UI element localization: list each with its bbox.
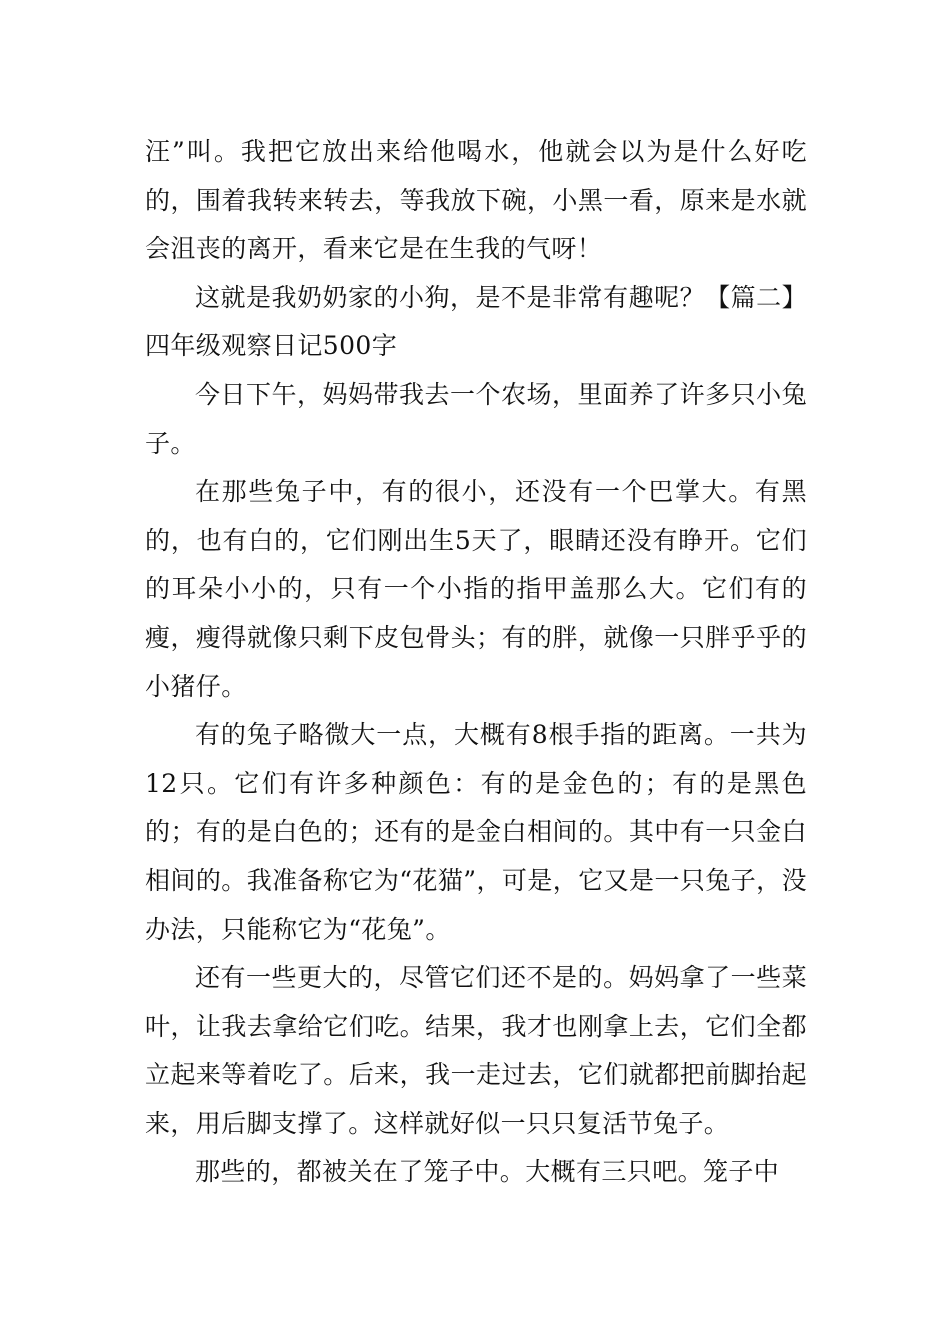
paragraph-3: 今日下午，妈妈带我去一个农场，里面养了许多只小兔子。: [145, 379, 807, 458]
paragraph-7: 那些的，都被关在了笼子中。大概有三只吧。笼子中: [195, 1157, 780, 1187]
paragraph-4: 在那些兔子中，有的很小，还没有一个巴掌大。有黑的，也有白的，它们刚出生5天了，眼睛还没有睁开。它们的耳朵小小的，只有一个小指的指甲盖那么大。它们有的瘦，瘦得就像只剩下皮包骨头；有的胖，就像一只胖乎乎的小猪仔。: [145, 477, 807, 701]
document-body: [145, 128, 807, 1197]
paragraph-6: 还有一些更大的，尽管它们还不是的。妈妈拿了一些菜叶，让我去拿给它们吃。结果，我才也刚拿上去，它们全都立起来等着吃了。后来，我一走过去，它们就都把前脚抬起来，用后脚支撑了。这样就好似一只只复活节兔子。: [145, 963, 807, 1138]
paragraph-2: 这就是我奶奶家的小狗，是不是非常有趣呢？【篇二】四年级观察日记500字: [145, 282, 807, 361]
paragraph-1: 汪”叫。我把它放出来给他喝水，他就会以为是什么好吃的，围着我转来转去，等我放下碗，小黑一看，原来是水就会沮丧的离开，看来它是在生我的气呀！: [145, 137, 807, 264]
paragraph-5: 有的兔子略微大一点，大概有8根手指的距离。一共为12只。它们有许多种颜色：有的是金色的；有的是黑色的；有的是白色的；还有的是金白相间的。其中有一只金白相间的。我准备称它为“花猫”，可是，它又是一只兔子，没办法，只能称它为“花兔”。: [145, 720, 807, 944]
